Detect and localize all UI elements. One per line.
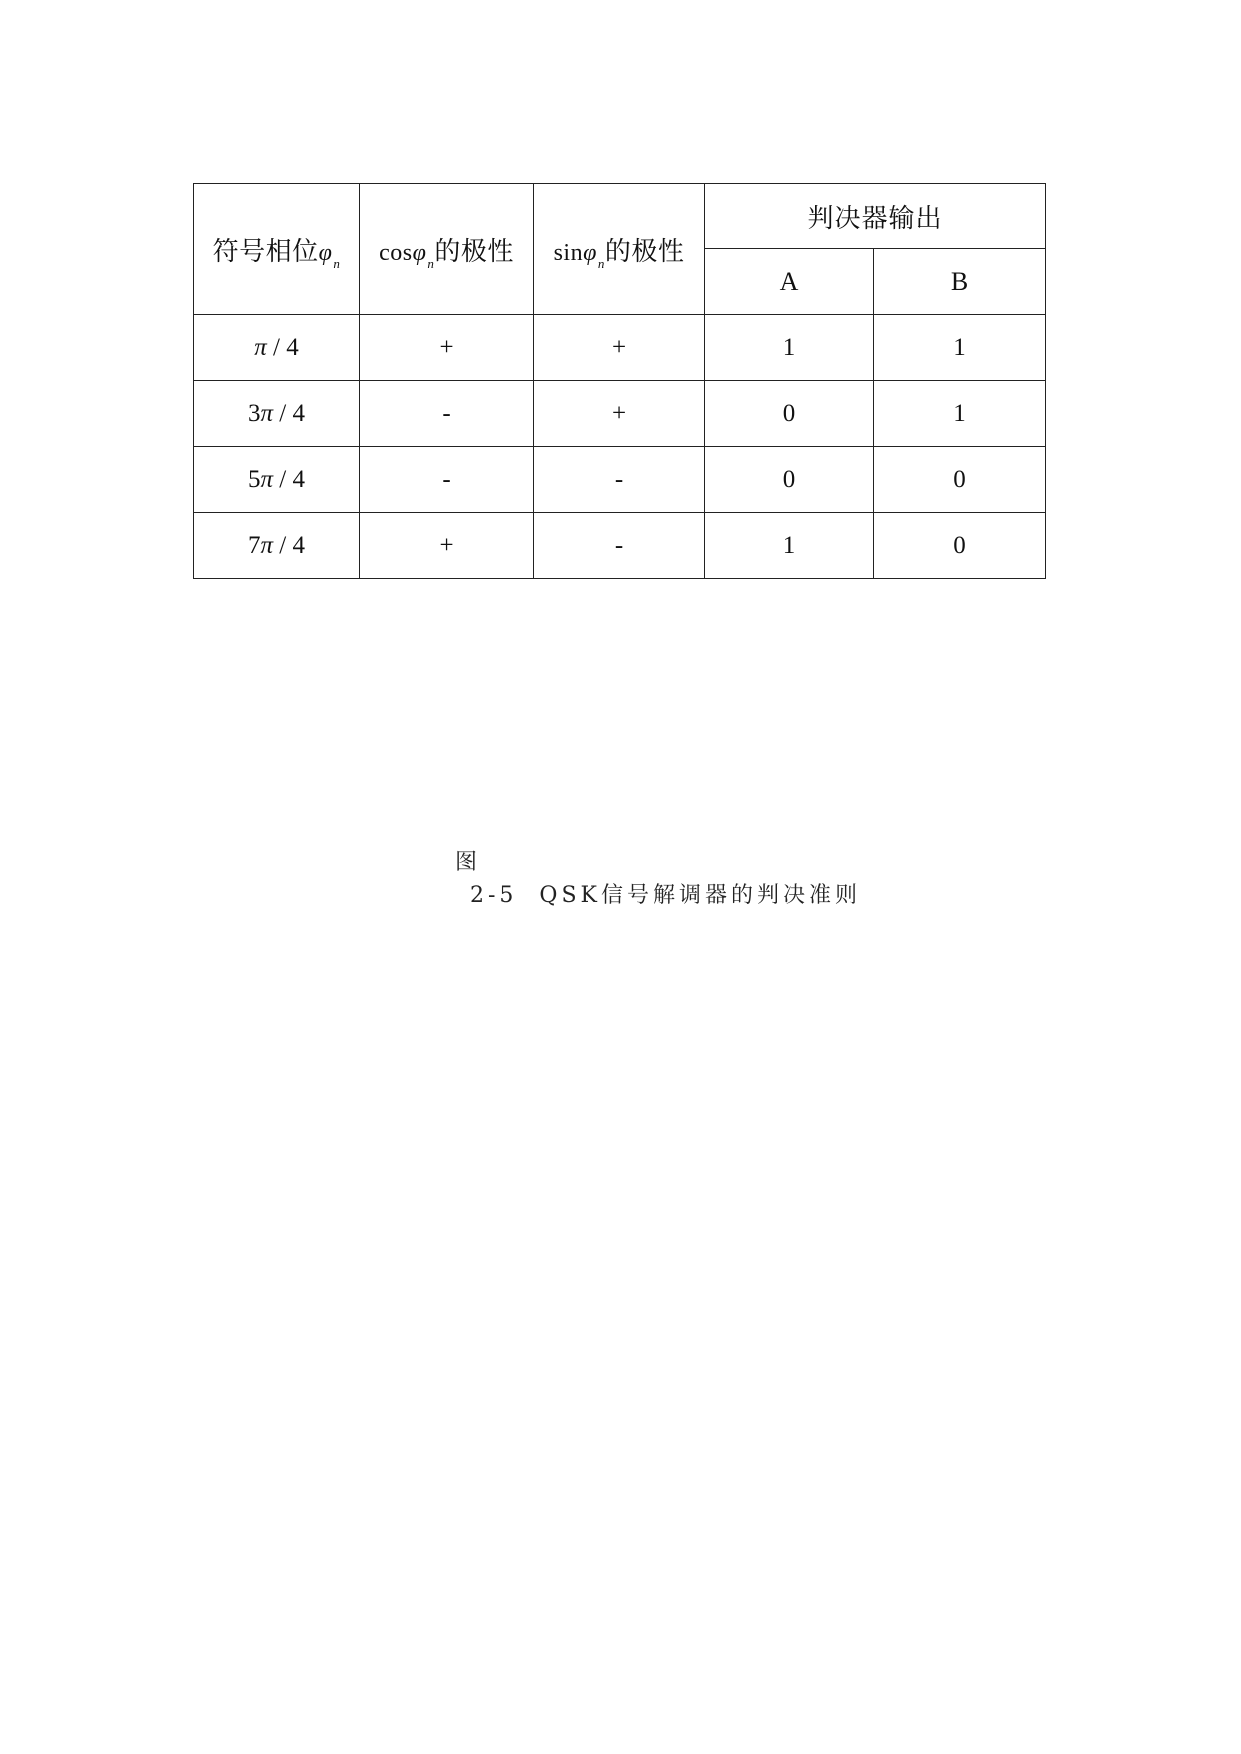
sin-polarity-cell: -	[534, 513, 705, 579]
phase-coefficient: 3	[248, 399, 261, 427]
phase-pi: π	[254, 333, 267, 361]
header-decision-output: 判决器输出	[705, 184, 1046, 249]
header-cos-suffix: 的极性	[434, 236, 514, 267]
cos-polarity-cell: -	[360, 381, 534, 447]
header-sin-polarity	[534, 184, 705, 315]
header-sin-suffix: 的极性	[604, 236, 685, 267]
phase-pi: π	[260, 465, 274, 493]
header-cos-phi: φ	[412, 239, 427, 266]
cos-polarity-cell: -	[360, 447, 534, 513]
phase-coefficient: 5	[248, 465, 261, 493]
table-row	[194, 513, 1046, 579]
header-symbol-phase	[194, 184, 360, 315]
phase-cell	[194, 447, 360, 513]
header-sin-subscript: n	[597, 255, 605, 271]
phase-cell	[194, 513, 360, 579]
figure-caption-prefix: 图	[455, 850, 478, 875]
header-cos-subscript: n	[427, 255, 435, 271]
output-b-cell: 1	[874, 381, 1046, 447]
table-row	[194, 447, 1046, 513]
decision-rule-table	[193, 183, 1046, 579]
sin-polarity-cell: -	[534, 447, 705, 513]
header-sin-prefix: sin	[553, 239, 584, 266]
header-sin-phi: φ	[583, 239, 597, 266]
phase-cell	[194, 315, 360, 381]
output-a-cell: 0	[705, 381, 874, 447]
header-output-b: B	[874, 249, 1046, 315]
phase-cell	[194, 381, 360, 447]
figure-caption: 2-5 QSK信号解调器的判决准则	[470, 883, 861, 908]
cos-polarity-cell: +	[360, 513, 534, 579]
header-symbol-phase-subscript: n	[333, 255, 341, 271]
sin-polarity-cell: +	[534, 381, 705, 447]
output-b-cell: 1	[874, 315, 1046, 381]
cos-polarity-cell: +	[360, 315, 534, 381]
decision-rule-table-container	[193, 183, 1046, 579]
phase-pi: π	[260, 531, 274, 559]
phase-divisor: / 4	[273, 465, 305, 493]
header-cos-prefix: cos	[379, 239, 413, 266]
output-a-cell: 1	[705, 513, 874, 579]
header-row-1	[194, 184, 1046, 249]
output-b-cell: 0	[874, 513, 1046, 579]
table-row	[194, 315, 1046, 381]
output-a-cell: 0	[705, 447, 874, 513]
phase-pi: π	[260, 399, 274, 427]
table-row	[194, 381, 1046, 447]
header-symbol-phase-text: 符号相位	[212, 236, 319, 267]
phase-coefficient: 7	[248, 531, 261, 559]
phase-divisor: / 4	[266, 333, 299, 361]
header-cos-polarity	[360, 184, 534, 315]
output-b-cell: 0	[874, 447, 1046, 513]
phase-divisor: / 4	[273, 531, 305, 559]
header-output-a: A	[705, 249, 874, 315]
output-a-cell: 1	[705, 315, 874, 381]
phase-divisor: / 4	[273, 399, 305, 427]
sin-polarity-cell: +	[534, 315, 705, 381]
header-symbol-phase-phi: φ	[318, 239, 333, 266]
